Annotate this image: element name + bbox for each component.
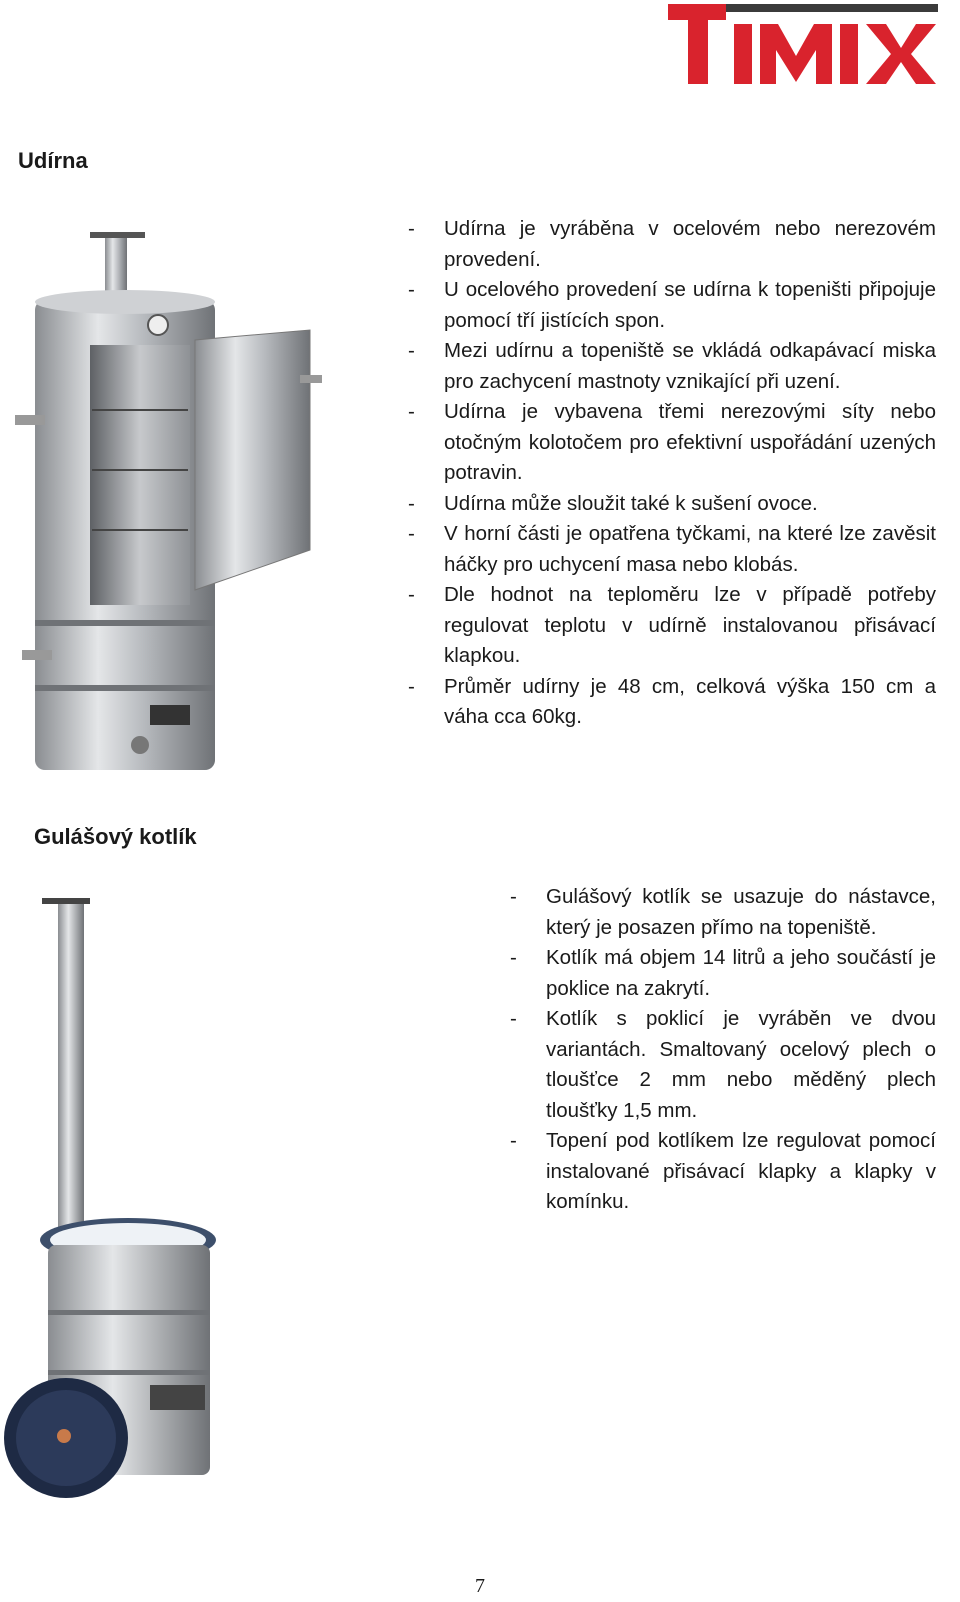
list-item: - V horní části je opatřena tyčkami, na které lze zavěsit háčky pro uchycení masa nebo klobás. [408,522,936,576]
section-title-udirna: Udírna [18,148,88,173]
list-item: - Mezi udírnu a topeniště se vkládá odkapávací miska pro zachycení mastnoty vznikající při uzení. [408,339,936,393]
smoker-photo-icon [10,230,330,780]
list-item: - Kotlík s poklicí je vyráběn ve dvou variantách. Smaltovaný ocelový plech o tloušťce 2 mm nebo měděný plech tloušťky 1,5 mm. [510,1007,936,1122]
list-item: - Udírna je vyráběna v ocelovém nebo nerezovém provedení. [408,217,936,271]
section-title-gulasovy-kotlik: Gulášový kotlík [34,824,197,849]
goulash-kettle-photo-icon [0,890,230,1510]
page-number: 7 [475,1575,485,1597]
list-item: - Topení pod kotlíkem lze regulovat pomocí instalované přisávací klapky a klapky v komínku. [510,1129,936,1213]
list-item: - Udírna je vybavena třemi nerezovými síty nebo otočným kolotočem pro efektivní uspořádání uzených potravin. [408,400,936,484]
list-item: - U ocelového provedení se udírna k topeništi připojuje pomocí tří jistících spon. [408,278,936,332]
list-item: - Dle hodnot na teploměru lze v případě potřeby regulovat teplotu v udírně instalovanou přisávací klapkou. [408,583,936,667]
udirna-bullet-list [408,214,936,733]
timix-logo [668,4,938,88]
list-item: - Udírna může sloužit také k sušení ovoce. [408,491,818,515]
list-item: - Gulášový kotlík se usazuje do nástavce, který je posazen přímo na topeniště. [510,885,936,939]
kotlik-bullet-list [510,882,936,1218]
list-item: - Průměr udírny je 48 cm, celková výška 150 cm a váha cca 60kg. [408,674,936,728]
list-item: - Kotlík má objem 14 litrů a jeho součástí je poklice na zakrytí. [510,946,936,1000]
